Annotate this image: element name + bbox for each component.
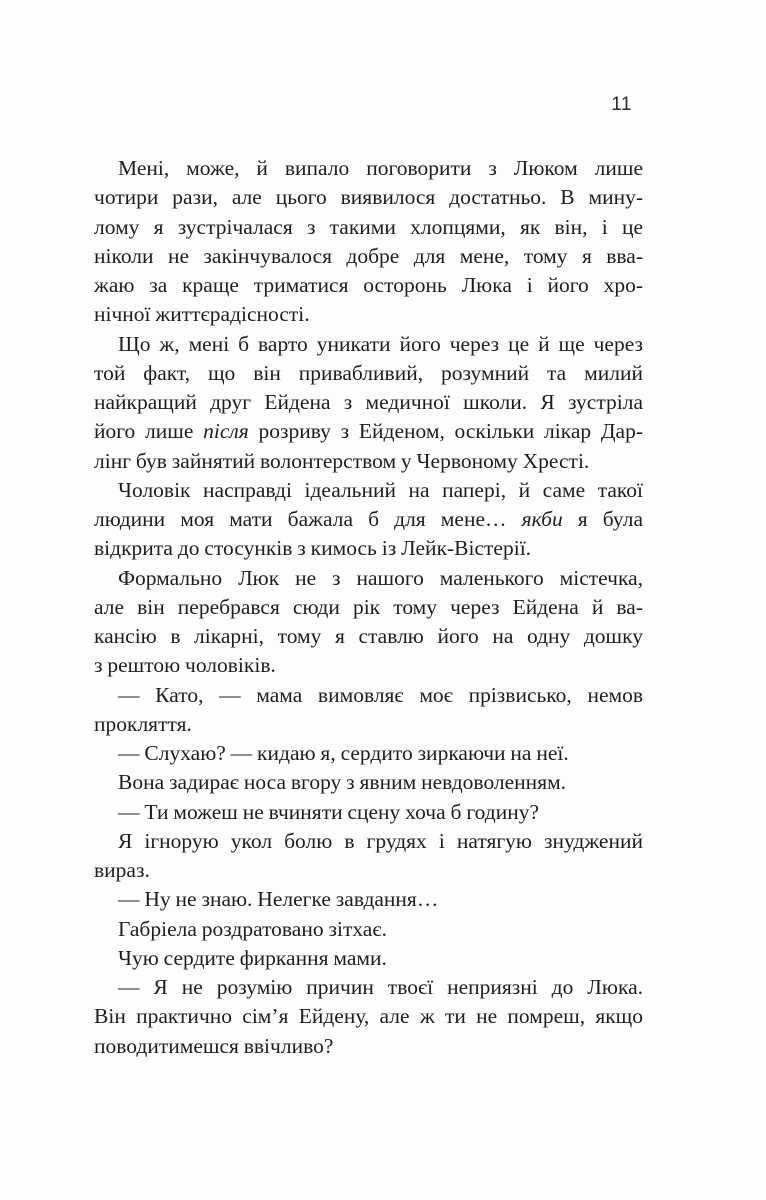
text-line: — Като, — мама вимовляє моє прізвисько, немов [118, 682, 643, 707]
text-line: Габріела роздратовано зітхає. [118, 916, 387, 941]
text-line: Я ігнорую укол болю в грудях і натягую знуджений [118, 828, 643, 853]
text-line: поводитимешся ввічливо? [94, 1033, 334, 1058]
text-line: нічної життєрадісності. [94, 302, 310, 327]
text-line: з рештою чоловіків. [94, 653, 276, 678]
text-line: лінг був зайнятий волонтерством у Червоному Хресті. [94, 448, 590, 473]
text-line: — Ти можеш не вчиняти сцену хоча б годину? [118, 799, 540, 824]
text-line: Чую сердите фиркання мами. [118, 945, 387, 970]
text-line: відкрита до стосунків з кимось із Лейк-Вістерії. [94, 536, 532, 561]
text-line: прокляття. [94, 711, 192, 736]
text-line: але він перебрався сюди рік тому через Ейдена й ва- [94, 594, 643, 619]
text-line: той факт, що він привабливий, розумний та милий [94, 360, 643, 385]
text-line: Формально Люк не з нашого маленького містечка, [118, 565, 643, 590]
page-number: 11 [611, 94, 632, 115]
text-line: Мені, може, й випало поговорити з Люком лише [118, 156, 643, 180]
text-line: — Слухаю? — кидаю я, сердито зиркаючи на неї. [118, 741, 569, 765]
text-line: жаю за краще триматися осторонь Люка і його хро- [94, 273, 643, 297]
text-line: людини моя мати бажала б для мене… якби я була [94, 507, 643, 531]
text-line: ніколи не закінчувалося добре для мене, тому я вва- [94, 243, 643, 268]
text-line: його лише після розриву з Ейденом, оскільки лікар Дар- [94, 419, 643, 444]
text-line: чотири рази, але цього виявилося достатньо. В мину- [94, 185, 643, 210]
text-line: Він практично сім’я Ейдену, але ж ти не помреш, якщо [94, 1004, 643, 1029]
text-line: вираз. [94, 858, 150, 882]
text-line: — Ну не знаю. Нелегке завдання… [118, 887, 439, 912]
text-line: — Я не розумію причин твоєї неприязні до Люка. [118, 975, 643, 999]
text-line: найкращий друг Ейдена з медичної школи. Я зустріла [94, 390, 643, 414]
body-text [94, 154, 643, 1061]
text-line: Що ж, мені б варто уникати його через це й ще через [118, 331, 643, 356]
text-line: лому я зустрічалася з такими хлопцями, як він, і це [94, 214, 643, 239]
text-line: кансію в лікарні, тому я ставлю його на одну дошку [94, 624, 643, 648]
text-line: Чоловік насправді ідеальний на папері, й саме такої [118, 477, 643, 502]
text-line: Вона задирає носа вгору з явним невдоволенням. [118, 770, 567, 795]
